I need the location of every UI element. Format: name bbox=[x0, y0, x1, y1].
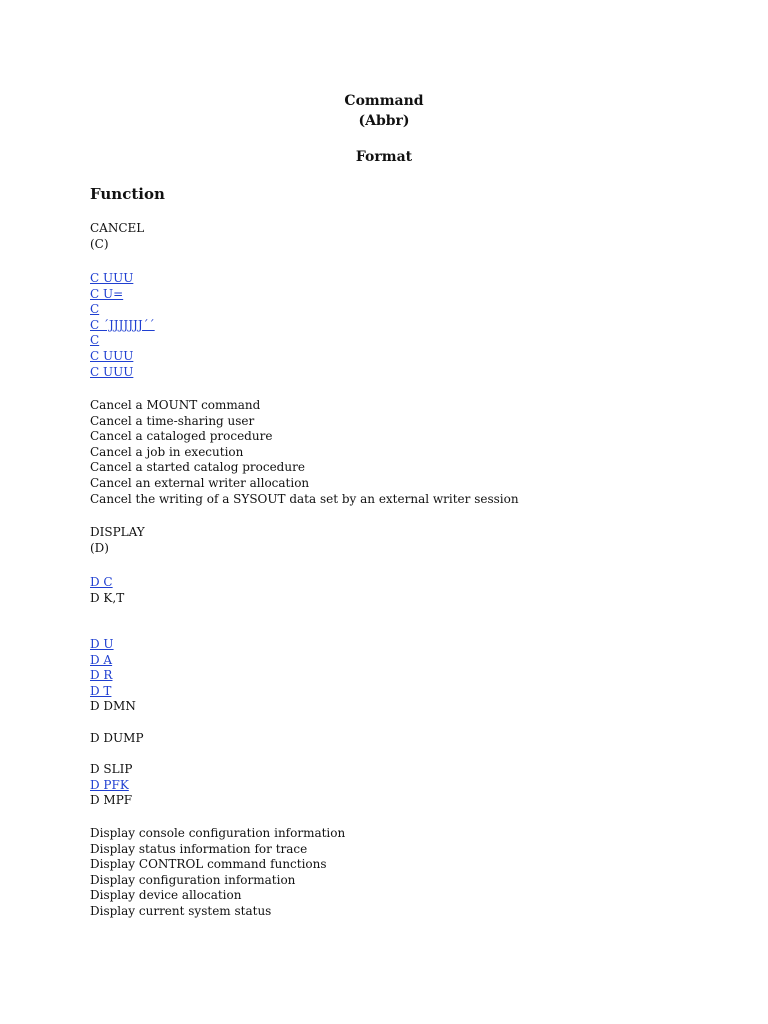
function-description: Cancel a started catalog procedure bbox=[90, 460, 305, 475]
command-abbr: (D) bbox=[90, 540, 109, 555]
format-link[interactable]: D C bbox=[90, 575, 113, 589]
cancel-format-list bbox=[90, 271, 155, 380]
format-link[interactable]: C UUU bbox=[90, 364, 134, 379]
display-function-list bbox=[90, 826, 345, 920]
display-command-block bbox=[90, 525, 145, 556]
format-text: D DMN bbox=[90, 699, 136, 714]
format-text: D SLIP bbox=[90, 762, 133, 776]
function-description: Cancel a cataloged procedure bbox=[90, 429, 273, 444]
function-description: Cancel the writing of a SYSOUT data set by an external writer session bbox=[90, 491, 519, 506]
format-link[interactable]: D PFK bbox=[90, 777, 129, 792]
column-heading-format: Format bbox=[355, 149, 413, 165]
column-heading-abbr: (Abbr) bbox=[358, 113, 410, 129]
display-format-group-1 bbox=[90, 575, 124, 606]
column-heading-command: Command bbox=[344, 93, 424, 109]
cancel-function-list bbox=[90, 398, 519, 507]
format-text: D K,T bbox=[90, 590, 125, 605]
format-text: D DUMP bbox=[90, 731, 144, 745]
format-link[interactable]: C bbox=[90, 302, 100, 317]
column-heading-function: Function bbox=[90, 185, 165, 203]
command-abbr: (C) bbox=[90, 236, 109, 251]
format-link[interactable]: D T bbox=[90, 683, 112, 698]
display-format-dump bbox=[90, 731, 144, 747]
format-link[interactable]: C U= bbox=[90, 286, 124, 301]
format-link[interactable]: D A bbox=[90, 652, 113, 667]
display-format-group-3 bbox=[90, 762, 132, 809]
display-format-group-2 bbox=[90, 637, 136, 715]
function-description: Display device allocation bbox=[90, 888, 242, 903]
format-link[interactable]: C UUU bbox=[90, 348, 134, 363]
format-link[interactable]: C bbox=[90, 333, 100, 348]
cancel-command-block bbox=[90, 221, 144, 252]
command-name: DISPLAY bbox=[90, 525, 145, 539]
format-link[interactable]: D U bbox=[90, 637, 114, 651]
function-description: Cancel a MOUNT command bbox=[90, 398, 261, 412]
format-link[interactable]: C ´JJJJJJJ´´ bbox=[90, 317, 155, 332]
function-description: Display status information for trace bbox=[90, 841, 308, 856]
function-description: Display configuration information bbox=[90, 872, 296, 887]
function-description: Display CONTROL command functions bbox=[90, 857, 327, 872]
format-link[interactable]: C UUU bbox=[90, 271, 134, 285]
format-link[interactable]: D R bbox=[90, 668, 113, 683]
function-description: Cancel an external writer allocation bbox=[90, 475, 310, 490]
function-description: Display current system status bbox=[90, 903, 272, 918]
format-text: D MPF bbox=[90, 793, 133, 808]
command-name: CANCEL bbox=[90, 221, 145, 235]
function-description: Cancel a time-sharing user bbox=[90, 413, 255, 428]
function-description: Cancel a job in execution bbox=[90, 444, 244, 459]
function-description: Display console configuration information bbox=[90, 826, 346, 840]
